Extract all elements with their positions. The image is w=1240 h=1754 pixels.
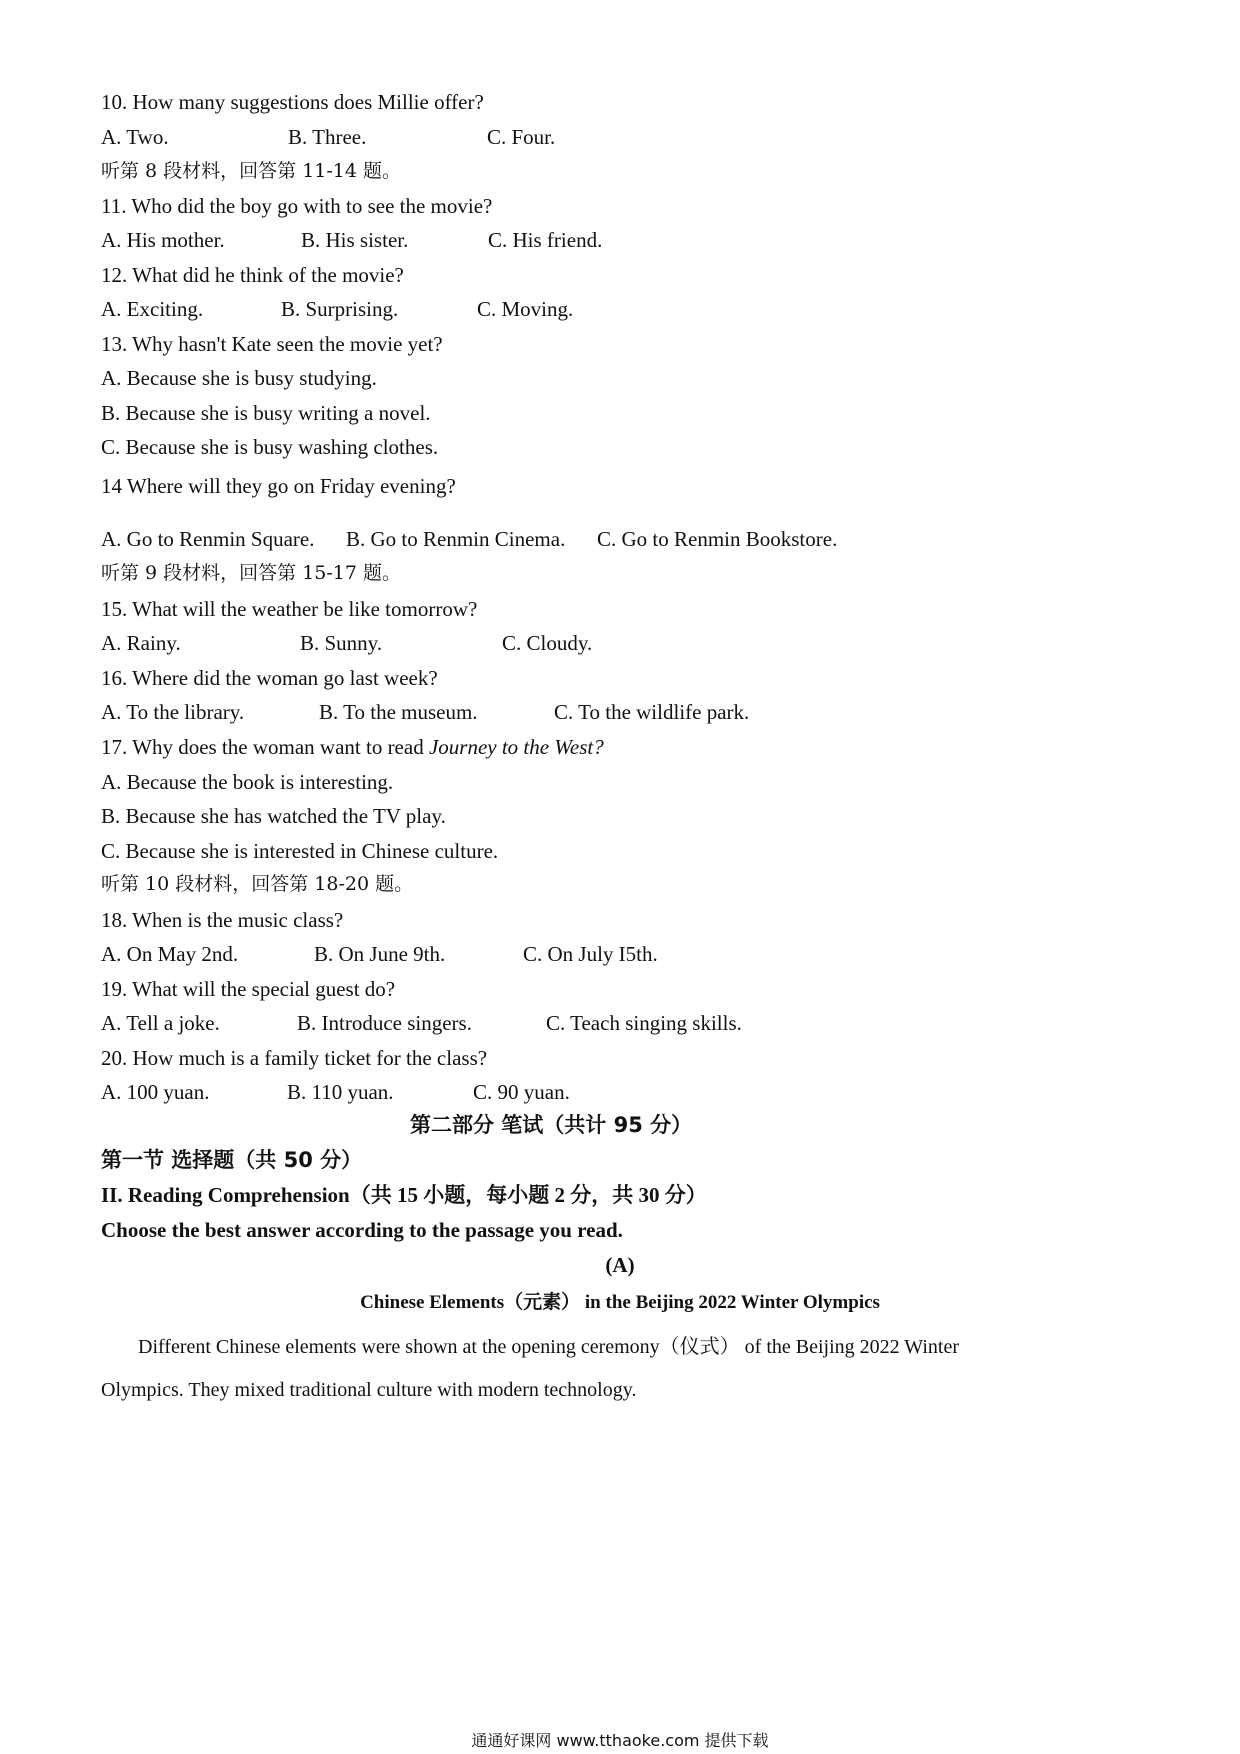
book-title: Journey to the West? bbox=[428, 735, 604, 759]
option-a: A. Because the book is interesting. bbox=[101, 770, 394, 794]
instruction-text: Choose the best answer according to the passage you read. bbox=[101, 1218, 623, 1242]
option-a: A. Rainy. bbox=[101, 631, 181, 655]
option-b: B. 110 yuan. bbox=[287, 1080, 394, 1104]
option-c: C. 90 yuan. bbox=[473, 1080, 570, 1104]
part-two-heading: 第二部分 笔试（共计 95 分） bbox=[410, 1113, 693, 1137]
option-c: C. Four. bbox=[487, 125, 556, 149]
passage-title: Chinese Elements（元素） in the Beijing 2022 Winter Olympics bbox=[360, 1292, 880, 1313]
option-c: C. Teach singing skills. bbox=[546, 1011, 742, 1035]
option-c: C. Because she is interested in Chinese culture. bbox=[101, 839, 499, 863]
option-b: B. His sister. bbox=[301, 228, 409, 252]
option-c: C. Because she is busy washing clothes. bbox=[101, 435, 439, 459]
option-c: C. His friend. bbox=[488, 228, 603, 252]
option-c: C. On July I5th. bbox=[523, 942, 658, 966]
option-b: B. Because she is busy writing a novel. bbox=[101, 401, 431, 425]
option-b: B. To the museum. bbox=[319, 700, 478, 724]
passage-label: (A) bbox=[605, 1253, 635, 1277]
question-12: 12. What did he think of the movie? bbox=[101, 263, 404, 287]
option-b: B. Surprising. bbox=[281, 297, 399, 321]
option-a: A. On May 2nd. bbox=[101, 942, 239, 966]
option-b: B. Sunny. bbox=[300, 631, 383, 655]
option-c: C. Moving. bbox=[477, 297, 574, 321]
option-a: A. Tell a joke. bbox=[101, 1011, 220, 1035]
option-a: A. Go to Renmin Square. bbox=[101, 527, 315, 551]
option-b: B. Go to Renmin Cinema. bbox=[346, 527, 566, 551]
page-footer: 通通好课网 www.tthaoke.com 提供下载 bbox=[471, 1731, 769, 1750]
section-instruction-8: 听第 8 段材料，回答第 11-14 题。 bbox=[101, 160, 402, 182]
option-b: B. Because she has watched the TV play. bbox=[101, 804, 446, 828]
section-instruction-10: 听第 10 段材料，回答第 18-20 题。 bbox=[101, 873, 414, 895]
option-b: B. On June 9th. bbox=[314, 942, 446, 966]
question-17-text: 17. Why does the woman want to read bbox=[101, 735, 429, 759]
option-a: A. Because she is busy studying. bbox=[101, 366, 377, 390]
question-11: 11. Who did the boy go with to see the movie? bbox=[101, 194, 493, 218]
question-19: 19. What will the special guest do? bbox=[101, 977, 396, 1001]
question-10: 10. How many suggestions does Millie offer? bbox=[101, 90, 484, 114]
option-a: A. To the library. bbox=[101, 700, 245, 724]
option-b: B. Introduce singers. bbox=[297, 1011, 472, 1035]
question-20: 20. How much is a family ticket for the class? bbox=[101, 1046, 488, 1070]
option-a: A. Exciting. bbox=[101, 297, 204, 321]
question-14: 14 Where will they go on Friday evening? bbox=[101, 474, 456, 498]
question-18: 18. When is the music class? bbox=[101, 908, 344, 932]
option-c: C. To the wildlife park. bbox=[554, 700, 750, 724]
option-a: A. His mother. bbox=[101, 228, 225, 252]
option-c: C. Go to Renmin Bookstore. bbox=[597, 527, 838, 551]
question-16: 16. Where did the woman go last week? bbox=[101, 666, 438, 690]
reading-comprehension-heading: II. Reading Comprehension（共 15 小题，每小题 2 分，共 30 分） bbox=[101, 1183, 707, 1207]
option-a: A. 100 yuan. bbox=[101, 1080, 210, 1104]
option-b: B. Three. bbox=[288, 125, 367, 149]
question-13: 13. Why hasn't Kate seen the movie yet? bbox=[101, 332, 443, 356]
section-instruction-9: 听第 9 段材料，回答第 15-17 题。 bbox=[101, 562, 402, 584]
option-a: A. Two. bbox=[101, 125, 169, 149]
question-15: 15. What will the weather be like tomorrow? bbox=[101, 597, 478, 621]
passage-paragraph-line-2: Olympics. They mixed traditional culture with modern technology. bbox=[101, 1379, 637, 1401]
passage-paragraph-line-1: Different Chinese elements were shown at the opening ceremony（仪式） of the Beijing 2022 Winter bbox=[138, 1336, 960, 1358]
section-one-heading: 第一节 选择题（共 50 分） bbox=[101, 1148, 363, 1172]
question-17 bbox=[101, 736, 604, 759]
option-c: C. Cloudy. bbox=[502, 631, 593, 655]
